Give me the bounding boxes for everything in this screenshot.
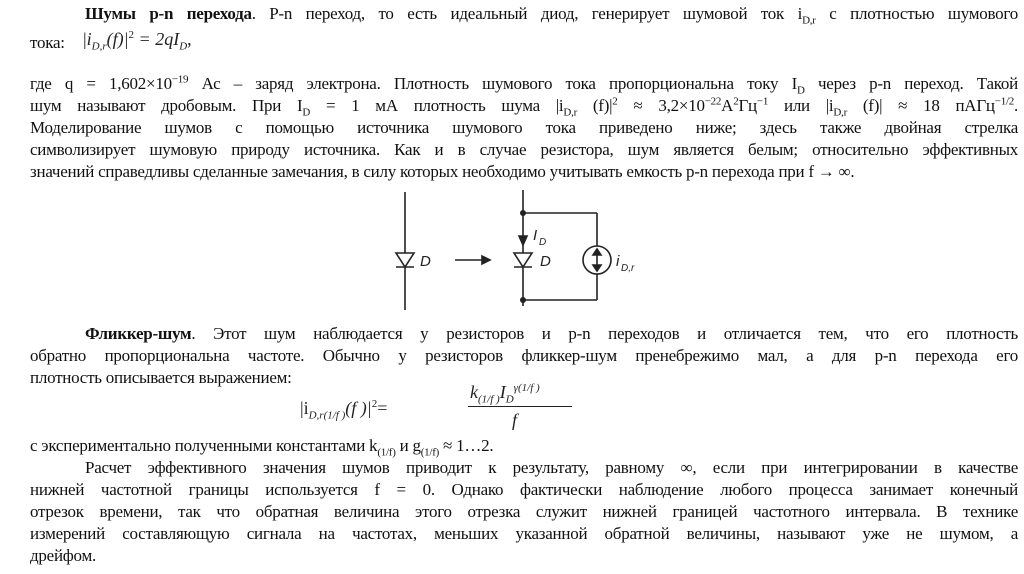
text-line: Фликкер-шум. Этот шум наблюдается у резисторов и p-n переходов и отличается тем, что его плотность bbox=[85, 324, 1018, 343]
text-line: нижней частотной границы используется f = 0. Однако фактически наблюдение любого процесса занимает конечный bbox=[30, 480, 1018, 499]
text-line: тока: bbox=[30, 33, 65, 52]
text-line: измерений составляющую сигнала на частотах, меньших указанной обратной величины, называют уже не шумом, а bbox=[30, 524, 1018, 543]
junction-dot bbox=[520, 297, 526, 303]
current-label-sub: D bbox=[539, 237, 547, 248]
text-line: Расчет эффективного значения шумов приводит к результату, равному ∞, если при интегрировании в качестве bbox=[85, 458, 1018, 477]
fraction-bar bbox=[468, 406, 572, 407]
diode-label: D bbox=[420, 253, 431, 270]
section-title: Фликкер-шум bbox=[85, 324, 192, 343]
text-line: с экспериментально полученными константами $k_{(1/f)}$ и $g_{(1/f)}$ ≈ 1…2. bbox=[30, 436, 494, 459]
current-label: I bbox=[533, 227, 538, 244]
text-line: дрейфом. bbox=[30, 546, 96, 565]
text-line: где $q = 1,602\times 10^{-19}$ Ас – заряд электрона. Плотность шумового тока пропорциональна току $I_D$ через p-n переход. Такой bbox=[30, 73, 1018, 97]
text-line: символизирует шумовую природу источника. Как и в случае резистора, шум является белым; относительно эффективных bbox=[30, 140, 1018, 159]
formula-shot-noise: $|i_{D,r}(f)|^2 = 2qI_D$, bbox=[83, 29, 192, 53]
diode-label: D bbox=[540, 253, 551, 270]
text-line: значений справедливы сделанные замечания, в силу которых необходимо учитывать емкость p-n перехода при f → ∞. bbox=[30, 162, 855, 181]
junction-dot bbox=[520, 210, 526, 216]
current-arrow-icon bbox=[519, 236, 527, 245]
formula-denominator: f bbox=[512, 410, 518, 430]
text-line: отрезок времени, так что обратная величина этого отрезка служит нижней границей частотного интервала. В технике bbox=[30, 502, 1018, 521]
formula-lhs: $|i_{D,r(1/f )}(f$ )$|^2=$ bbox=[300, 398, 388, 422]
text-line: обратно пропорциональна частоте. Обычно у резисторов фликкер-шум пренебрежимо мал, а для p-n перехода его bbox=[30, 346, 1018, 365]
text-line: Моделирование шумов с помощью источника шумового тока приведено ниже; здесь также двойная стрелка bbox=[30, 118, 1018, 137]
diode-icon bbox=[514, 253, 532, 267]
text-line: плотность описывается выражением: bbox=[30, 368, 292, 387]
section-title: Шумы p-n перехода bbox=[85, 4, 252, 23]
text-line: шум называют дробовым. При $I_D = 1$ мА плотность шума $|i_{D,r}$ $(f)|^2 \approx 3,2\times 10^{-22}А^2Гц^{-1}$ или $|i_{D,r}$ (f)| ≈ 18 пАГц$^{-1/2}$. bbox=[30, 95, 1019, 119]
source-label: i bbox=[616, 253, 620, 270]
text-line: Шумы p-n перехода. P-n переход, то есть идеальный диод, генерирует шумовой ток $i_{D,r}$ с плотностью шумового bbox=[85, 4, 1018, 27]
diode-icon bbox=[396, 253, 414, 267]
formula-numerator: $k_{(1/f )}I_D^{\gamma(1/f )}$ bbox=[470, 382, 540, 406]
arrow-head bbox=[482, 256, 490, 264]
source-label-sub: D,r bbox=[621, 263, 635, 274]
